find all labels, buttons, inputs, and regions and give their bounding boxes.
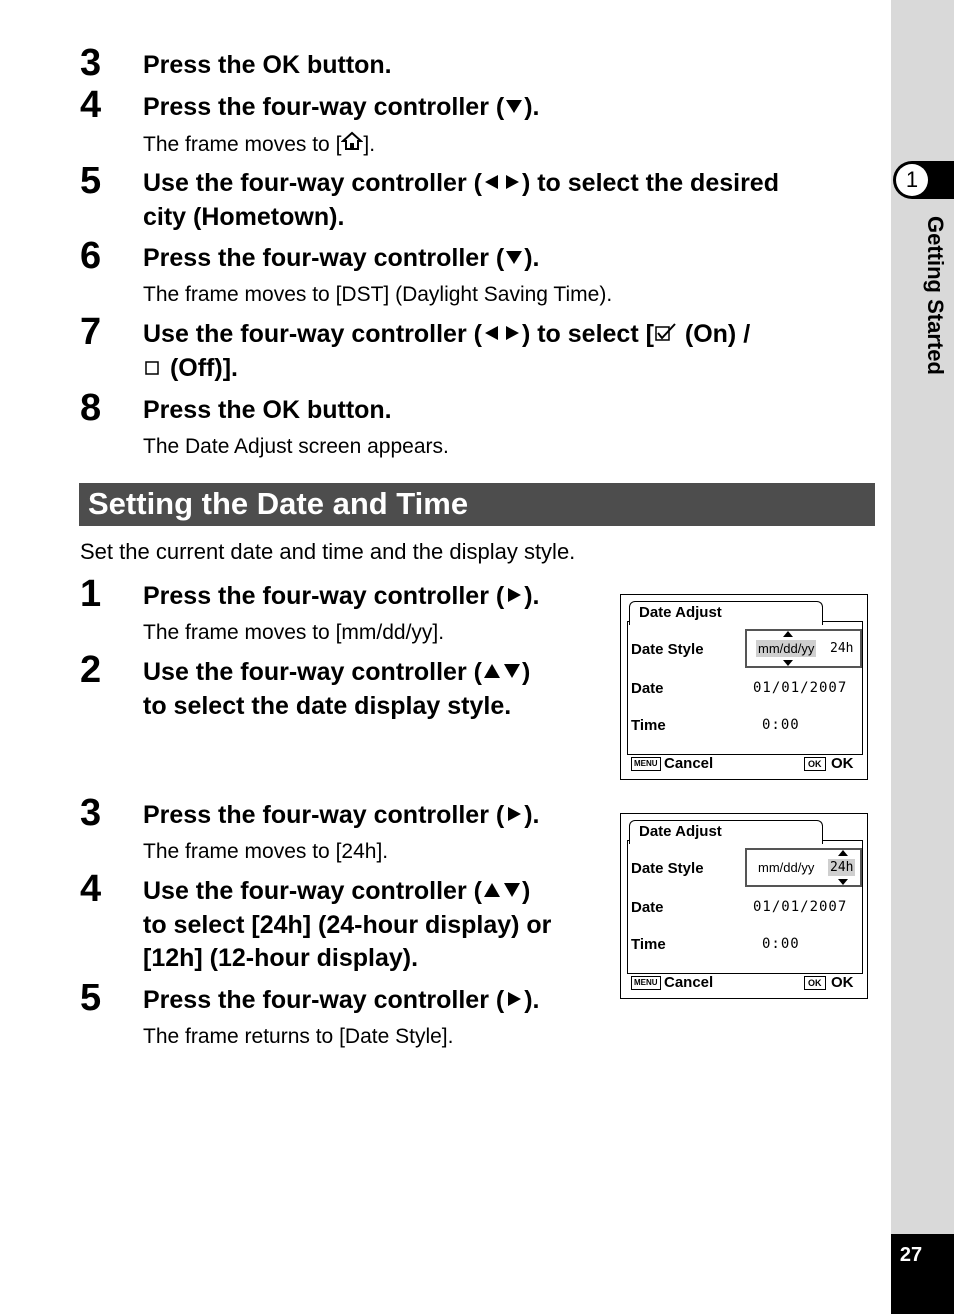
menu-button-icon: MENU bbox=[631, 757, 661, 771]
arrow-down-icon bbox=[504, 97, 524, 115]
step-heading: Press the four-way controller ( ). bbox=[143, 244, 540, 272]
step-heading: Press the four-way controller ( ). bbox=[143, 582, 540, 610]
date-style-label: Date Style bbox=[631, 860, 704, 877]
step-number: 4 bbox=[80, 84, 102, 126]
step-description: The frame returns to [Date Style]. bbox=[143, 1025, 454, 1048]
step-heading: Use the four-way controller ( ) to select the desired bbox=[143, 169, 779, 197]
hour-format-value: 24h bbox=[830, 860, 854, 875]
time-value: 0:00 bbox=[762, 717, 800, 733]
cancel-label: Cancel bbox=[664, 755, 714, 772]
home-icon bbox=[341, 131, 363, 151]
down-arrow-icon bbox=[838, 879, 848, 885]
ok-button-icon: OK bbox=[804, 757, 826, 771]
screen-title: Date Adjust bbox=[629, 601, 823, 625]
step-number: 2 bbox=[80, 649, 102, 691]
section-intro: Set the current date and time and the display style. bbox=[80, 539, 576, 564]
empty-box-icon bbox=[143, 358, 163, 376]
step-description: The Date Adjust screen appears. bbox=[143, 435, 449, 458]
step-heading: Use the four-way controller ( ) bbox=[143, 877, 531, 905]
time-label: Time bbox=[631, 936, 666, 953]
chapter-number: 1 bbox=[896, 164, 928, 196]
arrow-up-down-icon bbox=[482, 662, 522, 680]
up-arrow-icon bbox=[838, 850, 848, 856]
date-style-selector bbox=[745, 848, 862, 887]
arrow-left-right-icon bbox=[482, 173, 522, 191]
screen-title: Date Adjust bbox=[629, 820, 823, 844]
date-value: 01/01/2007 bbox=[753, 899, 848, 915]
arrow-down-icon bbox=[504, 248, 524, 266]
section-header bbox=[79, 483, 875, 526]
step-heading-continued: to select [24h] (24-hour display) or bbox=[143, 911, 552, 939]
date-value: 01/01/2007 bbox=[753, 680, 848, 696]
step-heading: Press the four-way controller ( ). bbox=[143, 93, 540, 121]
step-heading: Press the OK button. bbox=[143, 396, 392, 424]
down-arrow-icon bbox=[783, 660, 793, 666]
step-number: 5 bbox=[80, 160, 102, 202]
section-title: Setting the Date and Time bbox=[88, 486, 469, 521]
arrow-right-icon bbox=[504, 586, 524, 604]
date-adjust-screen bbox=[620, 813, 868, 999]
arrow-left-right-icon bbox=[482, 324, 522, 342]
date-style-value: mm/dd/yy bbox=[758, 860, 815, 875]
date-adjust-screen bbox=[620, 594, 868, 780]
checked-box-icon bbox=[654, 322, 678, 342]
step-number: 1 bbox=[80, 573, 102, 615]
step-heading-continued: (Off)]. bbox=[143, 351, 238, 385]
step-heading: Press the four-way controller ( ). bbox=[143, 801, 540, 829]
menu-button-icon: MENU bbox=[631, 976, 661, 990]
step-number: 7 bbox=[80, 311, 102, 353]
date-label: Date bbox=[631, 899, 664, 916]
step-heading: Press the four-way controller ( ). bbox=[143, 986, 540, 1014]
date-style-selector bbox=[745, 629, 862, 668]
step-number: 5 bbox=[80, 977, 102, 1019]
up-arrow-icon bbox=[783, 631, 793, 637]
ok-button-icon: OK bbox=[804, 976, 826, 990]
arrow-up-down-icon bbox=[482, 881, 522, 899]
step-heading-continued: city (Hometown). bbox=[143, 203, 345, 231]
step-description: The frame moves to [ ]. bbox=[143, 133, 376, 156]
arrow-right-icon bbox=[504, 990, 524, 1008]
step-heading-continued: to select the date display style. bbox=[143, 692, 512, 720]
time-label: Time bbox=[631, 717, 666, 734]
ok-label: OK bbox=[831, 974, 854, 991]
page-number: 27 bbox=[899, 1244, 923, 1266]
date-label: Date bbox=[631, 680, 664, 697]
ok-label: OK bbox=[831, 755, 854, 772]
step-number: 3 bbox=[80, 42, 102, 84]
arrow-right-icon bbox=[504, 805, 524, 823]
step-description: The frame moves to [mm/dd/yy]. bbox=[143, 621, 445, 644]
step-number: 4 bbox=[80, 868, 102, 910]
step-number: 6 bbox=[80, 235, 102, 277]
step-heading-continued: [12h] (12-hour display). bbox=[143, 944, 419, 972]
step-description: The frame moves to [DST] (Daylight Saving Time). bbox=[143, 283, 613, 306]
chapter-title: Getting Started bbox=[923, 216, 948, 375]
step-number: 8 bbox=[80, 387, 102, 429]
step-heading: Use the four-way controller ( ) bbox=[143, 658, 531, 686]
cancel-label: Cancel bbox=[664, 974, 714, 991]
step-number: 3 bbox=[80, 792, 102, 834]
date-style-label: Date Style bbox=[631, 641, 704, 658]
hour-format-value: 24h bbox=[830, 641, 854, 656]
time-value: 0:00 bbox=[762, 936, 800, 952]
step-description: The frame moves to [24h]. bbox=[143, 840, 389, 863]
step-heading: Use the four-way controller ( ) to select [ (On) / bbox=[143, 320, 751, 348]
step-heading: Press the OK button. bbox=[143, 51, 392, 79]
date-style-value: mm/dd/yy bbox=[758, 641, 815, 656]
